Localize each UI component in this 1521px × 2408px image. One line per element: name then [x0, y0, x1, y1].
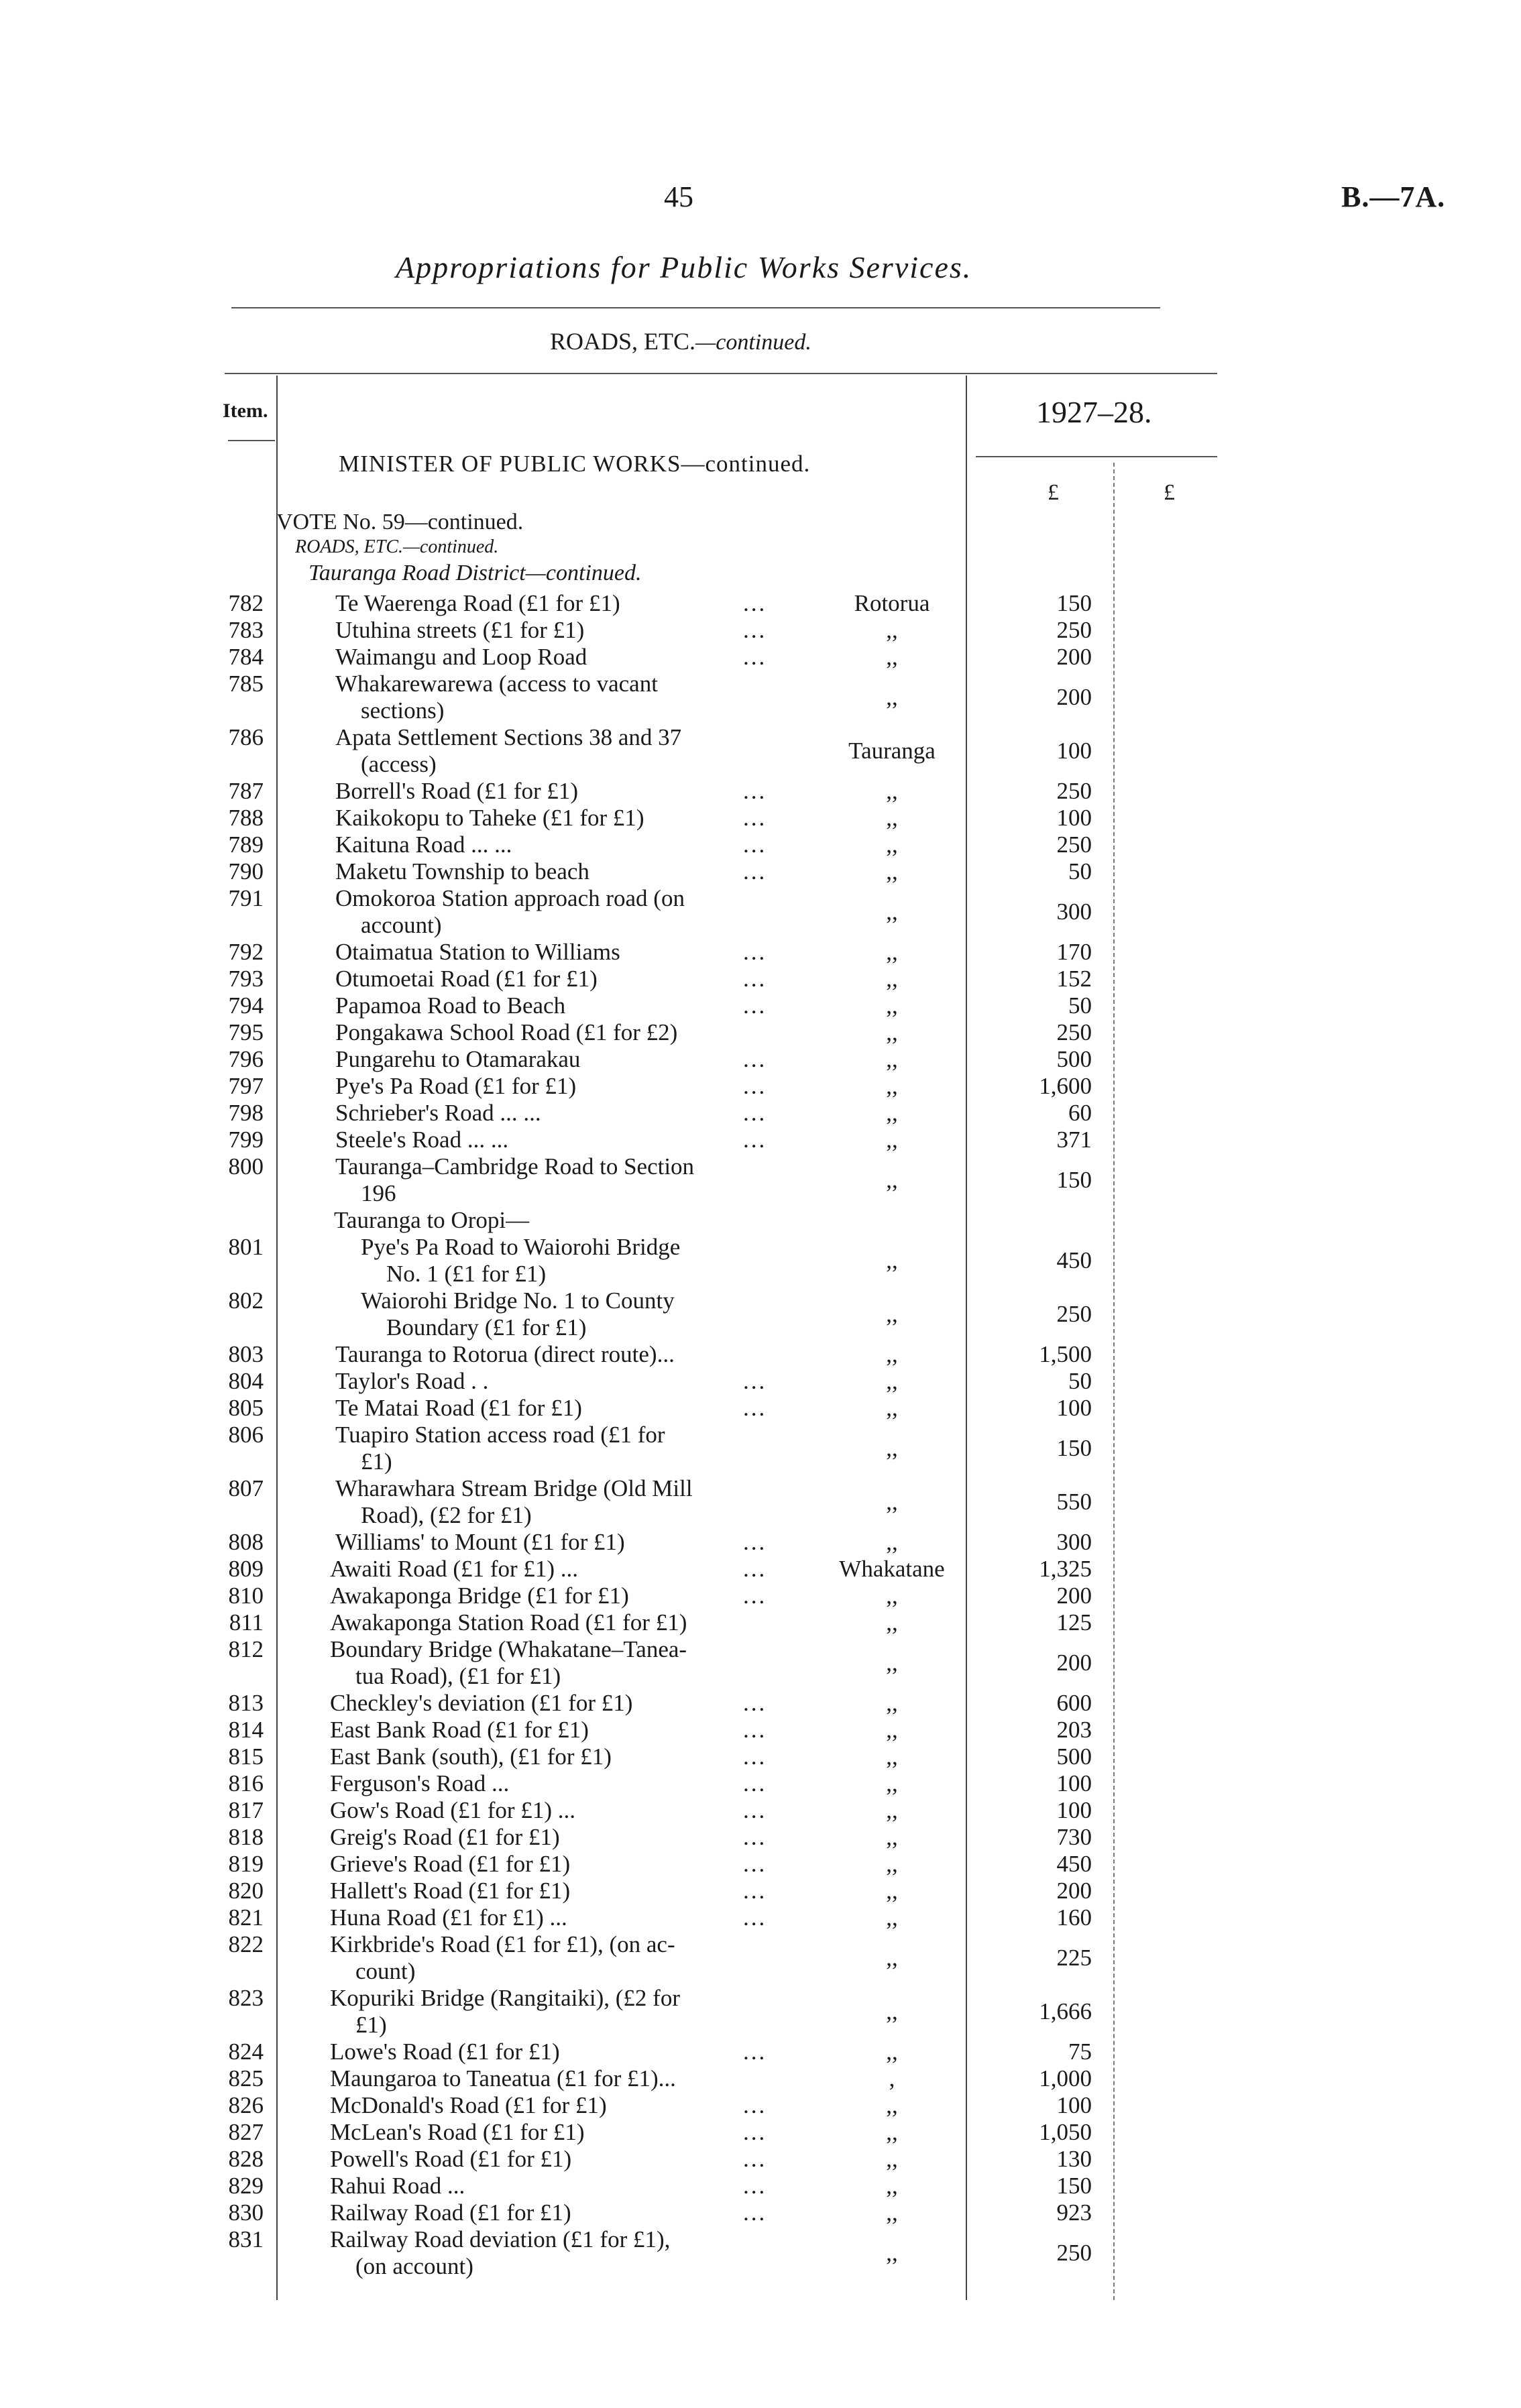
- amount-value: 203: [1056, 1717, 1092, 1743]
- item-description: Greig's Road (£1 for £1): [330, 1824, 560, 1850]
- leader-dots: ...: [743, 617, 767, 643]
- item-number: 824: [228, 2039, 264, 2065]
- item-description-continued: (on account): [355, 2253, 473, 2279]
- document-reference: B.—7A.: [1341, 180, 1446, 213]
- amount-value: 150: [1056, 2173, 1092, 2199]
- item-description: Kirkbride's Road (£1 for £1), (on ac-: [330, 1931, 675, 1957]
- county-name: ,,: [886, 966, 898, 992]
- amount-value: 500: [1056, 1046, 1092, 1072]
- county-name: ,,: [886, 1395, 898, 1421]
- county-name: ,,: [886, 1743, 898, 1770]
- item-column-rule: [276, 376, 278, 2300]
- leader-dots: ...: [743, 1395, 767, 1421]
- leader-dots: ...: [743, 2173, 767, 2199]
- year-header-underline: [976, 456, 1217, 457]
- county-name: ,,: [886, 2240, 898, 2266]
- leader-dots: ...: [743, 590, 767, 616]
- amount-value: 200: [1056, 644, 1092, 670]
- county-name: ,,: [886, 1167, 898, 1193]
- county-name: ,,: [886, 805, 898, 831]
- item-number: 822: [228, 1931, 264, 1957]
- amount-value: 1,666: [1039, 1998, 1092, 2024]
- amount-value: 923: [1056, 2199, 1092, 2226]
- item-number: 787: [228, 778, 264, 804]
- item-number: 808: [228, 1529, 264, 1555]
- amount-value: 250: [1056, 778, 1092, 804]
- item-header-underline: [228, 440, 275, 441]
- leader-dots: ...: [743, 1127, 767, 1153]
- item-number: 804: [228, 1368, 264, 1394]
- item-number: 788: [228, 805, 264, 831]
- amount-value: 150: [1056, 590, 1092, 616]
- item-description: Te Waerenga Road (£1 for £1): [335, 590, 620, 616]
- item-number: 821: [228, 1904, 264, 1931]
- item-number: 816: [228, 1770, 264, 1796]
- item-description: Rahui Road ...: [330, 2173, 465, 2199]
- item-description: Apata Settlement Sections 38 and 37: [335, 724, 682, 750]
- item-description: Kaituna Road ... ...: [335, 832, 512, 858]
- amount-value: 200: [1056, 1650, 1092, 1676]
- county-name: ,,: [886, 1824, 898, 1850]
- item-description: Waiorohi Bridge No. 1 to County: [361, 1287, 675, 1314]
- section-title: ROADS, ETC.: [550, 328, 696, 355]
- item-number: 792: [228, 939, 264, 965]
- item-column-header: Item.: [223, 400, 268, 422]
- county-name: ,,: [886, 2146, 898, 2172]
- amount-value: 100: [1056, 1797, 1092, 1823]
- amount-value: 550: [1056, 1489, 1092, 1515]
- amount-value: 730: [1056, 1824, 1092, 1850]
- item-description: Pongakawa School Road (£1 for £2): [335, 1019, 678, 1045]
- minister-heading: MINISTER OF PUBLIC WORKS—continued.: [339, 451, 811, 477]
- item-description: Otaimatua Station to Williams: [335, 939, 620, 965]
- amount-value: 1,325: [1039, 1556, 1092, 1582]
- item-description: Checkley's deviation (£1 for £1): [330, 1690, 633, 1716]
- item-number: 823: [228, 1985, 264, 2011]
- item-number: 783: [228, 617, 264, 643]
- page-title: Appropriations for Public Works Services.: [396, 250, 972, 284]
- county-name: ,: [889, 2065, 895, 2091]
- county-name: ,,: [886, 1301, 898, 1327]
- county-name: ,,: [886, 1609, 898, 1636]
- county-name: ,,: [886, 832, 898, 858]
- subheading-label: Tauranga to Oropi—: [334, 1207, 530, 1233]
- item-description: Pungarehu to Otamarakau: [335, 1046, 581, 1072]
- item-description: Waimangu and Loop Road: [335, 644, 587, 670]
- amount-value: 150: [1056, 1435, 1092, 1461]
- leader-dots: ...: [743, 1797, 767, 1823]
- item-number: 785: [228, 671, 264, 697]
- amount-value: 100: [1056, 2092, 1092, 2118]
- district-heading: Tauranga Road District—continued.: [308, 561, 642, 585]
- amount-value: 500: [1056, 1743, 1092, 1770]
- item-number: 794: [228, 992, 264, 1019]
- county-name: ,,: [886, 2039, 898, 2065]
- item-number: 806: [228, 1422, 264, 1448]
- county-name: ,,: [886, 2199, 898, 2226]
- item-description: Kopuriki Bridge (Rangitaiki), (£2 for: [330, 1985, 680, 2011]
- leader-dots: ...: [743, 644, 767, 670]
- county-name: ,,: [886, 1368, 898, 1394]
- county-name: ,,: [886, 1851, 898, 1877]
- title-rule: [231, 307, 1160, 308]
- item-description: Hallett's Road (£1 for £1): [330, 1878, 571, 1904]
- item-number: 791: [228, 885, 264, 911]
- item-description-continued: £1): [355, 2012, 387, 2038]
- item-number: 813: [228, 1690, 264, 1716]
- leader-dots: ...: [743, 832, 767, 858]
- item-description: Tuapiro Station access road (£1 for: [335, 1422, 665, 1448]
- item-description-continued: Road), (£2 for £1): [361, 1502, 532, 1528]
- roads-subheading: ROADS, ETC.—continued.: [295, 536, 499, 557]
- leader-dots: ...: [743, 1073, 767, 1099]
- leader-dots: ...: [743, 1046, 767, 1072]
- item-number: 828: [228, 2146, 264, 2172]
- county-name: Tauranga: [848, 738, 936, 764]
- county-name: Whakatane: [839, 1556, 945, 1582]
- item-description: Whakarewarewa (access to vacant: [335, 671, 658, 697]
- amount-value: 300: [1056, 1529, 1092, 1555]
- item-description: Awaiti Road (£1 for £1) ...: [330, 1556, 579, 1582]
- leader-dots: ...: [743, 1824, 767, 1850]
- leader-dots: ...: [743, 1690, 767, 1716]
- item-description: Ferguson's Road ...: [330, 1770, 510, 1796]
- vote-heading: VOTE No. 59—continued.: [276, 510, 524, 534]
- county-name: ,,: [886, 1019, 898, 1045]
- amount-value: 100: [1056, 1770, 1092, 1796]
- item-description: Gow's Road (£1 for £1) ...: [330, 1797, 575, 1823]
- county-name: ,,: [886, 1797, 898, 1823]
- item-description: McDonald's Road (£1 for £1): [330, 2092, 607, 2118]
- item-description: Maketu Township to beach: [335, 858, 589, 884]
- amount-value: 200: [1056, 1583, 1092, 1609]
- item-description-continued: 196: [361, 1180, 396, 1206]
- item-number: 830: [228, 2199, 264, 2226]
- county-name: ,,: [886, 899, 898, 925]
- item-description: Schrieber's Road ... ...: [335, 1100, 541, 1126]
- item-description-continued: Boundary (£1 for £1): [386, 1314, 587, 1340]
- item-description: McLean's Road (£1 for £1): [330, 2119, 585, 2145]
- county-name: ,,: [886, 1878, 898, 1904]
- item-description-continued: count): [355, 1958, 416, 1984]
- county-name: ,,: [886, 1650, 898, 1676]
- leader-dots: ...: [743, 2119, 767, 2145]
- item-description: Awakaponga Station Road (£1 for £1): [330, 1609, 687, 1636]
- item-number: 818: [228, 1824, 264, 1850]
- amount-value: 75: [1068, 2039, 1092, 2065]
- item-number: 784: [228, 644, 264, 670]
- amount-value: 1,500: [1039, 1341, 1092, 1367]
- item-description: Omokoroa Station approach road (on: [335, 885, 685, 911]
- county-name: ,,: [886, 1341, 898, 1367]
- county-name: ,,: [886, 1770, 898, 1796]
- amount-value: 152: [1056, 966, 1092, 992]
- item-number: 782: [228, 590, 264, 616]
- item-description: Grieve's Road (£1 for £1): [330, 1851, 571, 1877]
- year-column-header: 1927–28.: [1036, 395, 1152, 429]
- item-number: 799: [228, 1127, 264, 1153]
- item-description-continued: tua Road), (£1 for £1): [355, 1663, 561, 1689]
- amount-value: 100: [1056, 1395, 1092, 1421]
- county-name: ,,: [886, 858, 898, 884]
- item-description: Pye's Pa Road (£1 for £1): [335, 1073, 577, 1099]
- leader-dots: ...: [743, 2092, 767, 2118]
- leader-dots: ...: [743, 966, 767, 992]
- item-number: 798: [228, 1100, 264, 1126]
- item-number: 805: [228, 1395, 264, 1421]
- leader-dots: ...: [743, 1743, 767, 1770]
- leader-dots: ...: [743, 2039, 767, 2065]
- item-number: 807: [228, 1475, 264, 1501]
- county-name: ,,: [886, 1127, 898, 1153]
- amount-value: 1,600: [1039, 1073, 1092, 1099]
- item-description: Te Matai Road (£1 for £1): [335, 1395, 582, 1421]
- county-name: ,,: [886, 1583, 898, 1609]
- leader-dots: ...: [743, 1529, 767, 1555]
- leader-dots: ...: [743, 778, 767, 804]
- leader-dots: ...: [743, 1556, 767, 1582]
- county-name: ,,: [886, 1945, 898, 1971]
- item-description: Boundary Bridge (Whakatane–Tanea-: [330, 1636, 687, 1662]
- county-name: ,,: [886, 2173, 898, 2199]
- item-number: 815: [228, 1743, 264, 1770]
- item-description: Wharawhara Stream Bridge (Old Mill: [335, 1475, 693, 1501]
- county-name: ,,: [886, 1717, 898, 1743]
- item-description: Railway Road (£1 for £1): [330, 2199, 571, 2226]
- item-number: 795: [228, 1019, 264, 1045]
- amount-value: 1,050: [1039, 2119, 1092, 2145]
- county-name: ,,: [886, 1690, 898, 1716]
- leader-dots: ...: [743, 2199, 767, 2226]
- amount-value: 1,000: [1039, 2065, 1092, 2091]
- amount-value: 600: [1056, 1690, 1092, 1716]
- amount-value: 100: [1056, 805, 1092, 831]
- county-name: ,,: [886, 939, 898, 965]
- item-number: 817: [228, 1797, 264, 1823]
- leader-dots: ...: [743, 1368, 767, 1394]
- item-description: Williams' to Mount (£1 for £1): [335, 1529, 625, 1555]
- item-description: Steele's Road ... ...: [335, 1127, 509, 1153]
- county-name: ,,: [886, 1435, 898, 1461]
- leader-dots: ...: [743, 805, 767, 831]
- item-number: 827: [228, 2119, 264, 2145]
- county-name: ,,: [886, 1247, 898, 1273]
- item-number: 790: [228, 858, 264, 884]
- table-top-rule: [225, 373, 1217, 374]
- amount-value: 160: [1056, 1904, 1092, 1931]
- county-name: ,,: [886, 1100, 898, 1126]
- county-name: ,,: [886, 1529, 898, 1555]
- leader-dots: ...: [743, 1851, 767, 1877]
- county-name: ,,: [886, 992, 898, 1019]
- section-heading: [550, 327, 811, 355]
- item-description-continued: account): [361, 912, 442, 938]
- item-description: Kaikokopu to Taheke (£1 for £1): [335, 805, 644, 831]
- item-number: 820: [228, 1878, 264, 1904]
- amount-value: 200: [1056, 1878, 1092, 1904]
- item-number: 831: [228, 2226, 264, 2252]
- amount-value: 250: [1056, 2240, 1092, 2266]
- amount-value: 450: [1056, 1247, 1092, 1273]
- county-name: ,,: [886, 1046, 898, 1072]
- county-name: ,,: [886, 644, 898, 670]
- leader-dots: ...: [743, 1878, 767, 1904]
- item-number: 786: [228, 724, 264, 750]
- item-description: Papamoa Road to Beach: [335, 992, 566, 1019]
- county-name: Rotorua: [854, 590, 930, 616]
- item-description: Huna Road (£1 for £1) ...: [330, 1904, 567, 1931]
- amount-value: 150: [1056, 1167, 1092, 1193]
- item-description: Tauranga to Rotorua (direct route)...: [335, 1341, 675, 1367]
- amount-value: 50: [1068, 1368, 1092, 1394]
- item-description: Utuhina streets (£1 for £1): [335, 617, 585, 643]
- item-number: 810: [228, 1583, 264, 1609]
- amount-value: 60: [1068, 1100, 1092, 1126]
- item-description: Maungaroa to Taneatua (£1 for £1)...: [330, 2065, 676, 2091]
- amount-value: 225: [1056, 1945, 1092, 1971]
- leader-dots: ...: [743, 2146, 767, 2172]
- leader-dots: ...: [743, 1904, 767, 1931]
- county-column-rule: [966, 376, 967, 2300]
- county-name: ,,: [886, 617, 898, 643]
- item-description: East Bank Road (£1 for £1): [330, 1717, 589, 1743]
- leader-dots: ...: [743, 1717, 767, 1743]
- amount-value: 125: [1056, 1609, 1092, 1636]
- item-number: 812: [228, 1636, 264, 1662]
- county-name: ,,: [886, 1489, 898, 1515]
- county-name: ,,: [886, 684, 898, 710]
- item-number: 800: [228, 1153, 264, 1180]
- county-name: ,,: [886, 1904, 898, 1931]
- item-number: 826: [228, 2092, 264, 2118]
- item-number: 796: [228, 1046, 264, 1072]
- item-description: Powell's Road (£1 for £1): [330, 2146, 572, 2172]
- item-description: Awakaponga Bridge (£1 for £1): [330, 1583, 629, 1609]
- item-description: Otumoetai Road (£1 for £1): [335, 966, 598, 992]
- item-number: 825: [228, 2065, 264, 2091]
- pound-header-1: £: [1048, 480, 1059, 505]
- leader-dots: ...: [743, 1583, 767, 1609]
- amount-value: 100: [1056, 738, 1092, 764]
- amount-value: 371: [1056, 1127, 1092, 1153]
- amount-value: 50: [1068, 992, 1092, 1019]
- item-number: 789: [228, 832, 264, 858]
- item-number: 819: [228, 1851, 264, 1877]
- item-description-continued: (access): [361, 751, 437, 777]
- pound-header-2: £: [1164, 480, 1175, 505]
- amount-value: 300: [1056, 899, 1092, 925]
- county-name: ,,: [886, 2092, 898, 2118]
- item-number: 793: [228, 966, 264, 992]
- amount-value: 250: [1056, 1019, 1092, 1045]
- item-number: 811: [229, 1609, 264, 1636]
- item-description: Borrell's Road (£1 for £1): [335, 778, 579, 804]
- item-description: Tauranga–Cambridge Road to Section: [335, 1153, 695, 1180]
- item-description-continued: £1): [361, 1448, 392, 1475]
- amount-value: 450: [1056, 1851, 1092, 1877]
- amount-value: 250: [1056, 832, 1092, 858]
- amount-value: 130: [1056, 2146, 1092, 2172]
- amount-value: 250: [1056, 617, 1092, 643]
- item-description: Lowe's Road (£1 for £1): [330, 2039, 560, 2065]
- item-number: 801: [228, 1234, 264, 1260]
- amount-value: 200: [1056, 684, 1092, 710]
- item-number: 809: [228, 1556, 264, 1582]
- item-number: 803: [228, 1341, 264, 1367]
- item-description-continued: sections): [361, 697, 445, 724]
- item-number: 814: [228, 1717, 264, 1743]
- item-number: 797: [228, 1073, 264, 1099]
- amount-value: 170: [1056, 939, 1092, 965]
- leader-dots: ...: [743, 992, 767, 1019]
- amount-value: 250: [1056, 1301, 1092, 1327]
- county-name: ,,: [886, 1998, 898, 2024]
- item-description-continued: No. 1 (£1 for £1): [386, 1261, 547, 1287]
- item-number: 829: [228, 2173, 264, 2199]
- leader-dots: ...: [743, 1770, 767, 1796]
- item-number: 802: [228, 1287, 264, 1314]
- leader-dots: ...: [743, 1100, 767, 1126]
- section-continued: —continued.: [695, 330, 811, 355]
- leader-dots: ...: [743, 858, 767, 884]
- item-description: Pye's Pa Road to Waiorohi Bridge: [361, 1234, 681, 1260]
- amount-value: 50: [1068, 858, 1092, 884]
- item-description: Taylor's Road . .: [335, 1368, 489, 1394]
- leader-dots: ...: [743, 939, 767, 965]
- item-description: East Bank (south), (£1 for £1): [330, 1743, 612, 1770]
- county-name: ,,: [886, 1073, 898, 1099]
- amount-column-rule: [1113, 463, 1115, 2300]
- item-description: Railway Road deviation (£1 for £1),: [330, 2226, 671, 2252]
- page-number: 45: [664, 180, 693, 213]
- county-name: ,,: [886, 2119, 898, 2145]
- county-name: ,,: [886, 778, 898, 804]
